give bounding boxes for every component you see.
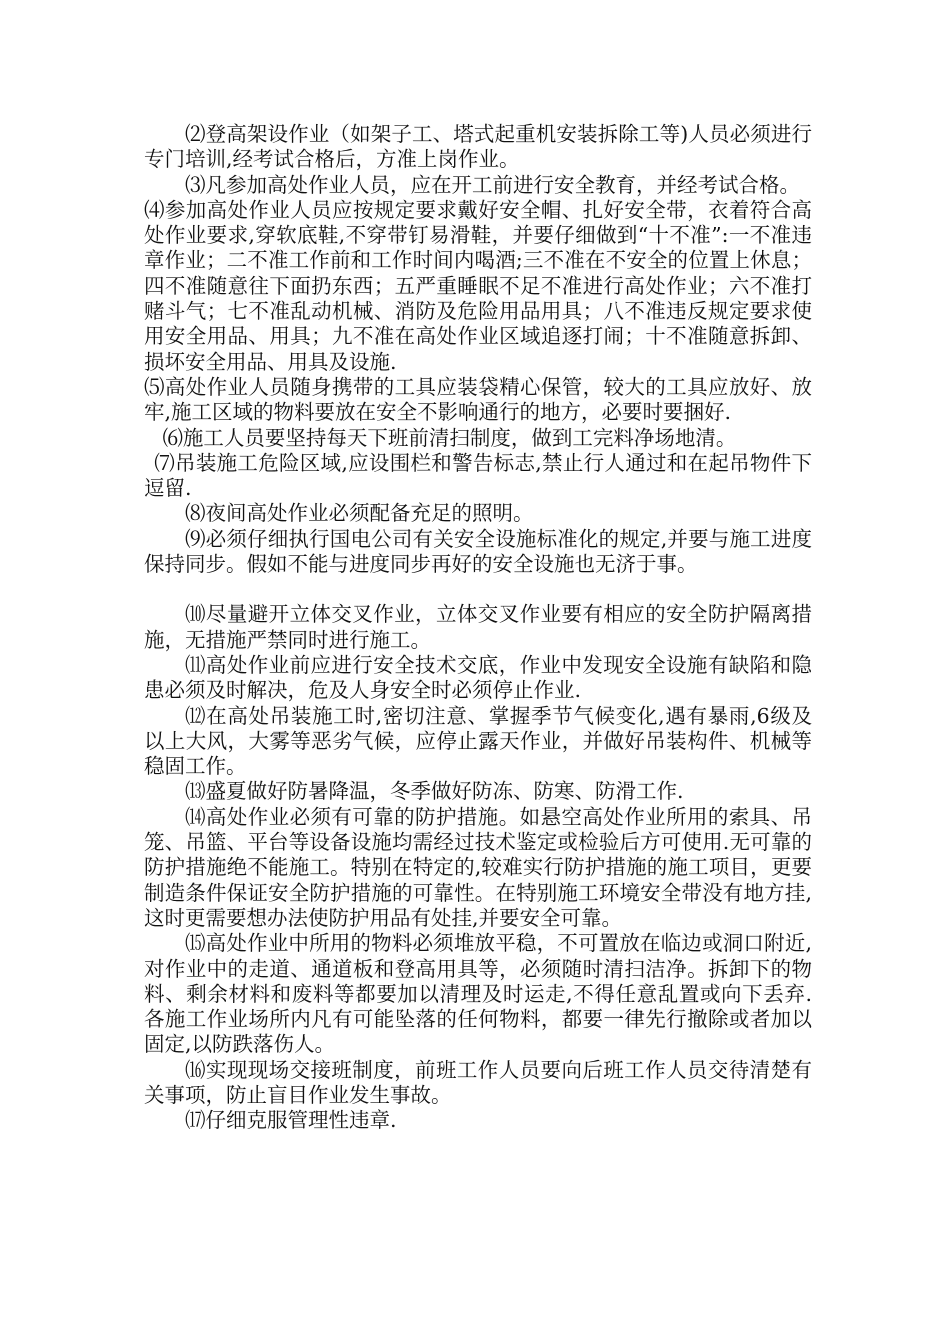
document-body — [144, 122, 812, 1134]
paragraph-16: ⒃实现现场交接班制度，前班工作人员要向后班工作人员交待清楚有关事项，防止盲目作业发生事故。 — [144, 1057, 812, 1107]
paragraph-8: ⑻夜间高处作业必须配备充足的照明。 — [185, 501, 534, 526]
paragraph-4: ⑷参加高处作业人员应按规定要求戴好安全帽、扎好安全带，衣着符合高处作业要求,穿软底鞋,不穿带钉易滑鞋，并要仔细做到“十不准”:一不准违章作业；二不准工作前和工作时间内喝酒;三不准在不安全的位置上休息；四不准随意往下面扔东西；五严重睡眠不足不准进行高处作业；六不准打赌斗气；七不准乱动机械、消防及危险用品用具；八不准违反规定要求使用安全用品、用具；九不准在高处作业区域追逐打闹；十不准随意拆卸、损坏安全用品、用具及设施. — [144, 197, 812, 374]
paragraph-2: ⑵登高架设作业（如架子工、塔式起重机安装拆除工等)人员必须进行专门培训,经考试合格后，方准上岗作业。 — [144, 122, 812, 172]
paragraph-5: ⑸高处作业人员随身携带的工具应装袋精心保管，较大的工具应放好、放牢,施工区域的物料要放在安全不影响通行的地方，必要时要捆好. — [144, 374, 812, 425]
paragraph-15: ⒂高处作业中所用的物料必须堆放平稳，不可置放在临边或洞口附近,对作业中的走道、通道板和登高用具等，必须随时清扫洁净。拆卸下的物料、剩余材料和废料等都要加以清理及时运走,不得任意乱置或向下丢弃.各施工作业场所内凡有可能坠落的任何物料，都要一律先行撤除或者加以固定,以防跌落伤人。 — [144, 931, 812, 1057]
paragraph-11: ⑾高处作业前应进行安全技术交底，作业中发现安全设施有缺陷和隐患必须及时解决，危及人身安全时必须停止作业. — [144, 652, 812, 703]
paragraph-14: ⒁高处作业必须有可靠的防护措施。如悬空高处作业所用的索具、吊笼、吊篮、平台等设备设施均需经过技术鉴定或检验后方可使用.无可靠的防护措施绝不能施工。特别在特定的,较难实行防护措施的施工项目，更要制造条件保证安全防护措施的可靠性。在特别施工环境安全带没有地方挂,这时更需要想办法使防护用品有处挂,并要安全可靠。 — [144, 804, 812, 930]
paragraph-12: ⑿在高处吊装施工时,密切注意、掌握季节气候变化,遇有暴雨,6级及以上大风，大雾等恶劣气候，应停止露天作业，并做好吊装构件、机械等稳固工作。 — [144, 703, 812, 779]
paragraph-13: ⒀盛夏做好防暑降温，冬季做好防冻、防寒、防滑工作. — [185, 779, 684, 804]
paragraph-6: ⑹施工人员要坚持每天下班前清扫制度，做到工完料净场地清。 — [162, 425, 737, 450]
paragraph-17: ⒄仔细克服管理性违章. — [185, 1108, 397, 1133]
paragraph-10: ⑽尽量避开立体交叉作业，立体交叉作业要有相应的安全防护隔离措施，无措施严禁同时进行施工。 — [144, 602, 812, 652]
paragraph-gap — [144, 577, 812, 602]
paragraph-3: ⑶凡参加高处作业人员，应在开工前进行安全教育，并经考试合格。 — [185, 172, 800, 197]
paragraph-7: ⑺吊装施工危险区域,应设围栏和警告标志,禁止行人通过和在起吊物件下逗留. — [144, 450, 812, 501]
paragraph-9: ⑼必须仔细执行国电公司有关安全设施标准化的规定,并要与施工进度保持同步。假如不能与进度同步再好的安全设施也无济于事。 — [144, 526, 812, 577]
